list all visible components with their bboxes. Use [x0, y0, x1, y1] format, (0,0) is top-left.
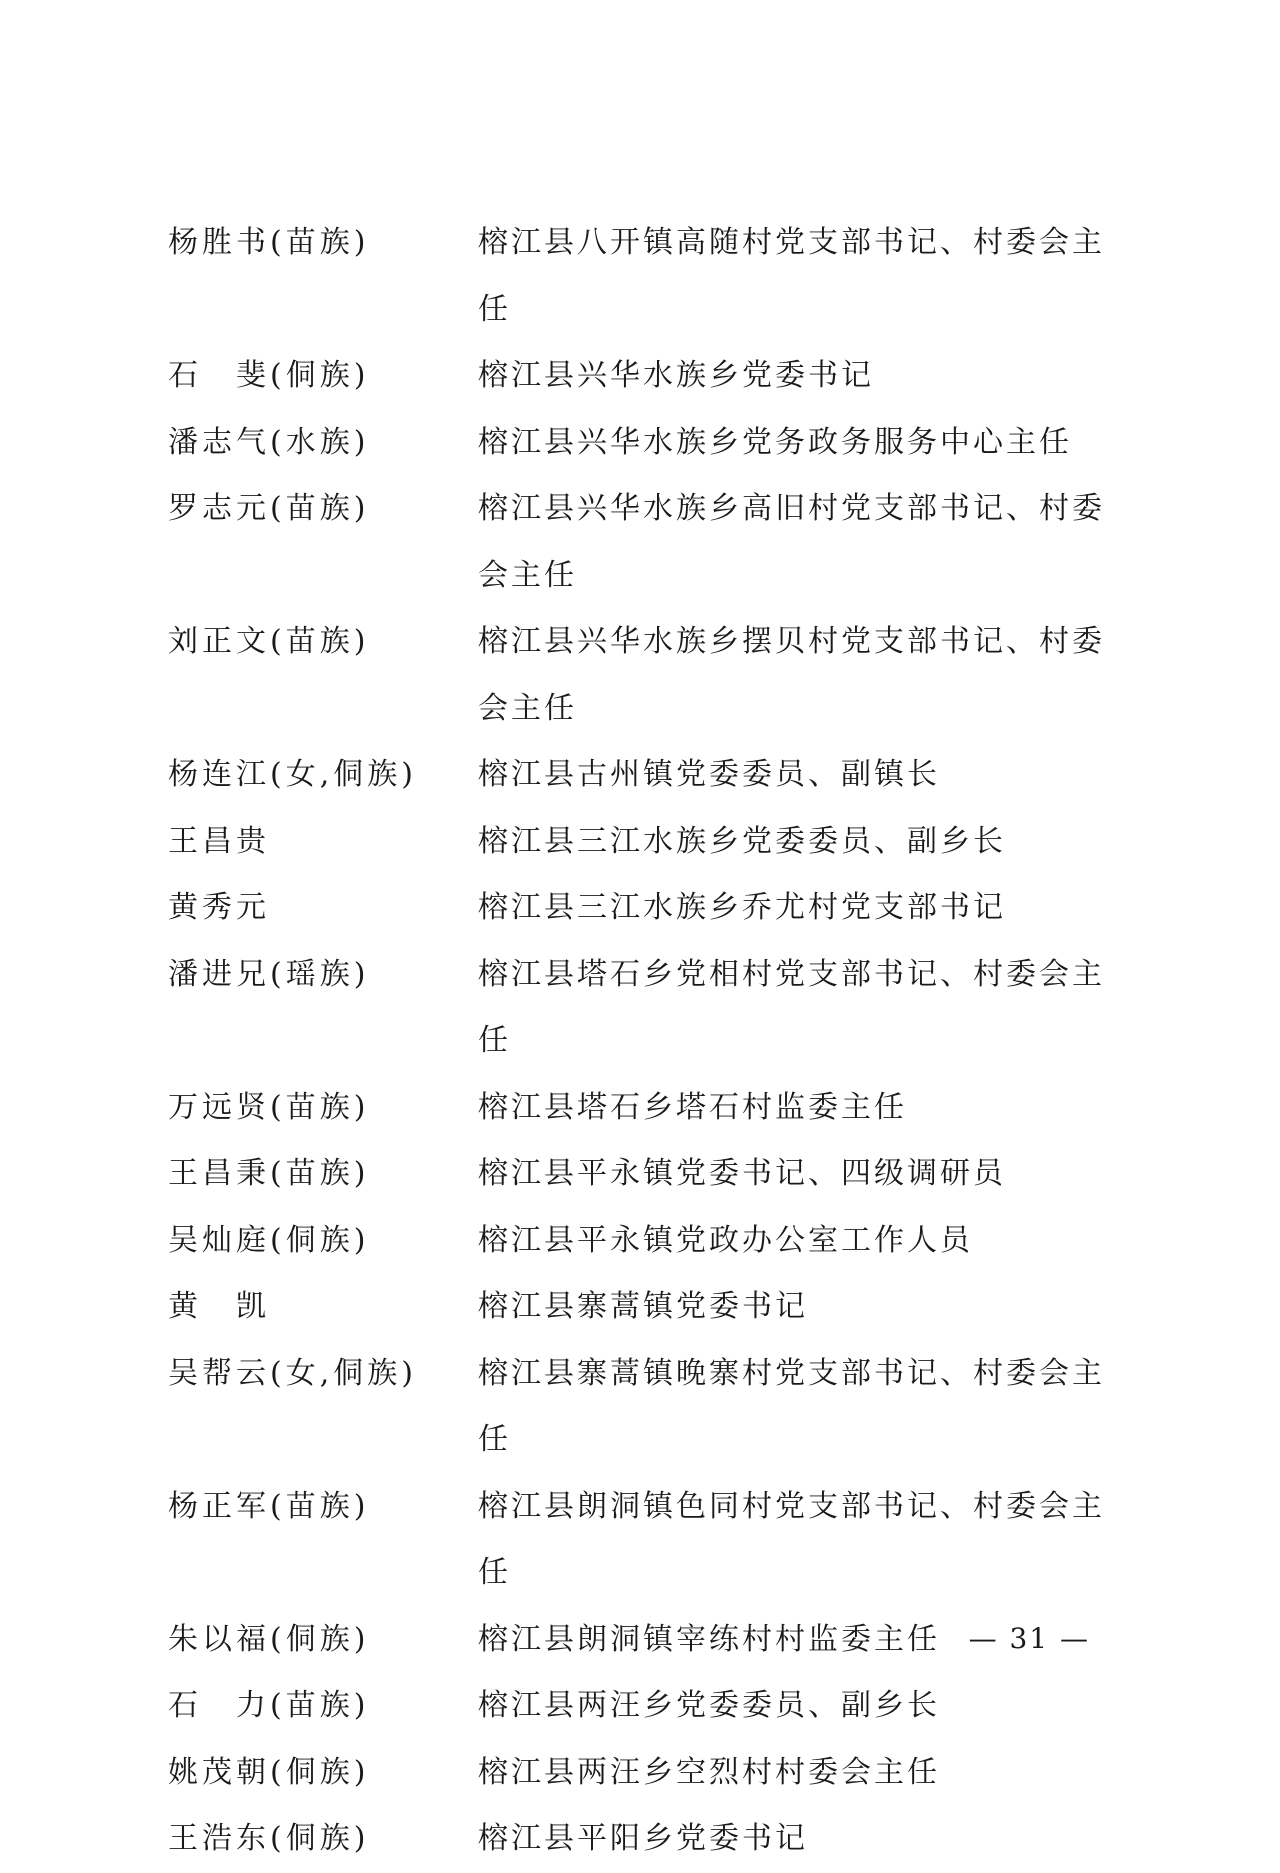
list-item — [168, 1274, 1128, 1341]
person-name: 王昌贵 — [168, 823, 270, 859]
person-role: 榕江县兴华水族乡摆贝村党支部书记、村委会主任 — [478, 624, 1105, 726]
person-name: 石 斐(侗族) — [168, 358, 370, 393]
person-name: 黄 凯 — [168, 1289, 270, 1324]
list-item — [168, 1341, 1128, 1474]
person-role: 榕江县塔石乡塔石村监委主任 — [478, 1089, 907, 1125]
person-role: 榕江县平永镇党政办公室工作人员 — [478, 1222, 973, 1258]
person-name: 吴灿庭(侗族) — [168, 1222, 370, 1258]
person-name: 石 力(苗族) — [168, 1688, 370, 1723]
person-name: 万远贤(苗族) — [168, 1089, 370, 1125]
person-role: 榕江县平永镇党委书记、四级调研员 — [478, 1156, 1006, 1191]
person-name: 刘正文(苗族) — [168, 624, 370, 659]
person-name: 王昌秉(苗族) — [168, 1156, 370, 1191]
person-role: 榕江县兴华水族乡党务政务服务中心主任 — [478, 424, 1072, 460]
person-role: 榕江县两汪乡空烈村村委会主任 — [478, 1754, 940, 1790]
person-name: 吴帮云(女,侗族) — [168, 1355, 417, 1391]
person-role: 榕江县兴华水族乡党委书记 — [478, 358, 874, 393]
person-name: 杨连江(女,侗族) — [168, 757, 417, 792]
list-item — [168, 742, 1128, 809]
list-item — [168, 410, 1128, 477]
person-name: 黄秀元 — [168, 890, 270, 925]
person-name: 姚茂朝(侗族) — [168, 1754, 370, 1790]
list-item — [168, 1208, 1128, 1275]
person-role: 榕江县八开镇高随村党支部书记、村委会主任 — [478, 225, 1105, 327]
person-role: 榕江县朗洞镇色同村党支部书记、村委会主任 — [478, 1488, 1105, 1590]
list-item — [168, 1474, 1128, 1607]
list-item — [168, 1806, 1128, 1873]
list-item — [168, 1141, 1128, 1208]
list-item — [168, 942, 1128, 1075]
person-name: 杨正军(苗族) — [168, 1488, 370, 1524]
person-role: 榕江县寨蒿镇党委书记 — [478, 1289, 808, 1324]
list-item — [168, 476, 1128, 609]
person-role: 榕江县寨蒿镇晚寨村党支部书记、村委会主任 — [478, 1355, 1105, 1457]
person-role: 榕江县塔石乡党相村党支部书记、村委会主任 — [478, 956, 1105, 1058]
person-role: 榕江县三江水族乡党委委员、副乡长 — [478, 823, 1006, 859]
person-role: 榕江县古州镇党委委员、副镇长 — [478, 757, 940, 792]
person-name: 潘志气(水族) — [168, 424, 370, 460]
list-item — [168, 875, 1128, 942]
list-item — [168, 1673, 1128, 1740]
person-role: 榕江县两汪乡党委委员、副乡长 — [478, 1688, 940, 1723]
person-name: 朱以福(侗族) — [168, 1621, 370, 1657]
list-item — [168, 343, 1128, 410]
list-item — [168, 1740, 1128, 1807]
list-item — [168, 809, 1128, 876]
person-name: 王浩东(侗族) — [168, 1821, 370, 1856]
list-item — [168, 1075, 1128, 1142]
list-item — [168, 609, 1128, 742]
person-role: 榕江县朗洞镇宰练村村监委主任 — [478, 1621, 940, 1657]
person-role: 榕江县平阳乡党委书记 — [478, 1821, 808, 1856]
person-name: 杨胜书(苗族) — [168, 225, 370, 260]
person-role: 榕江县三江水族乡乔尤村党支部书记 — [478, 890, 1006, 925]
person-role: 榕江县兴华水族乡高旧村党支部书记、村委会主任 — [478, 491, 1105, 593]
person-name: 潘进兄(瑶族) — [168, 956, 370, 992]
page-number: — 31 — — [968, 1622, 1090, 1655]
list-item — [168, 210, 1128, 343]
person-name: 罗志元(苗族) — [168, 491, 370, 526]
